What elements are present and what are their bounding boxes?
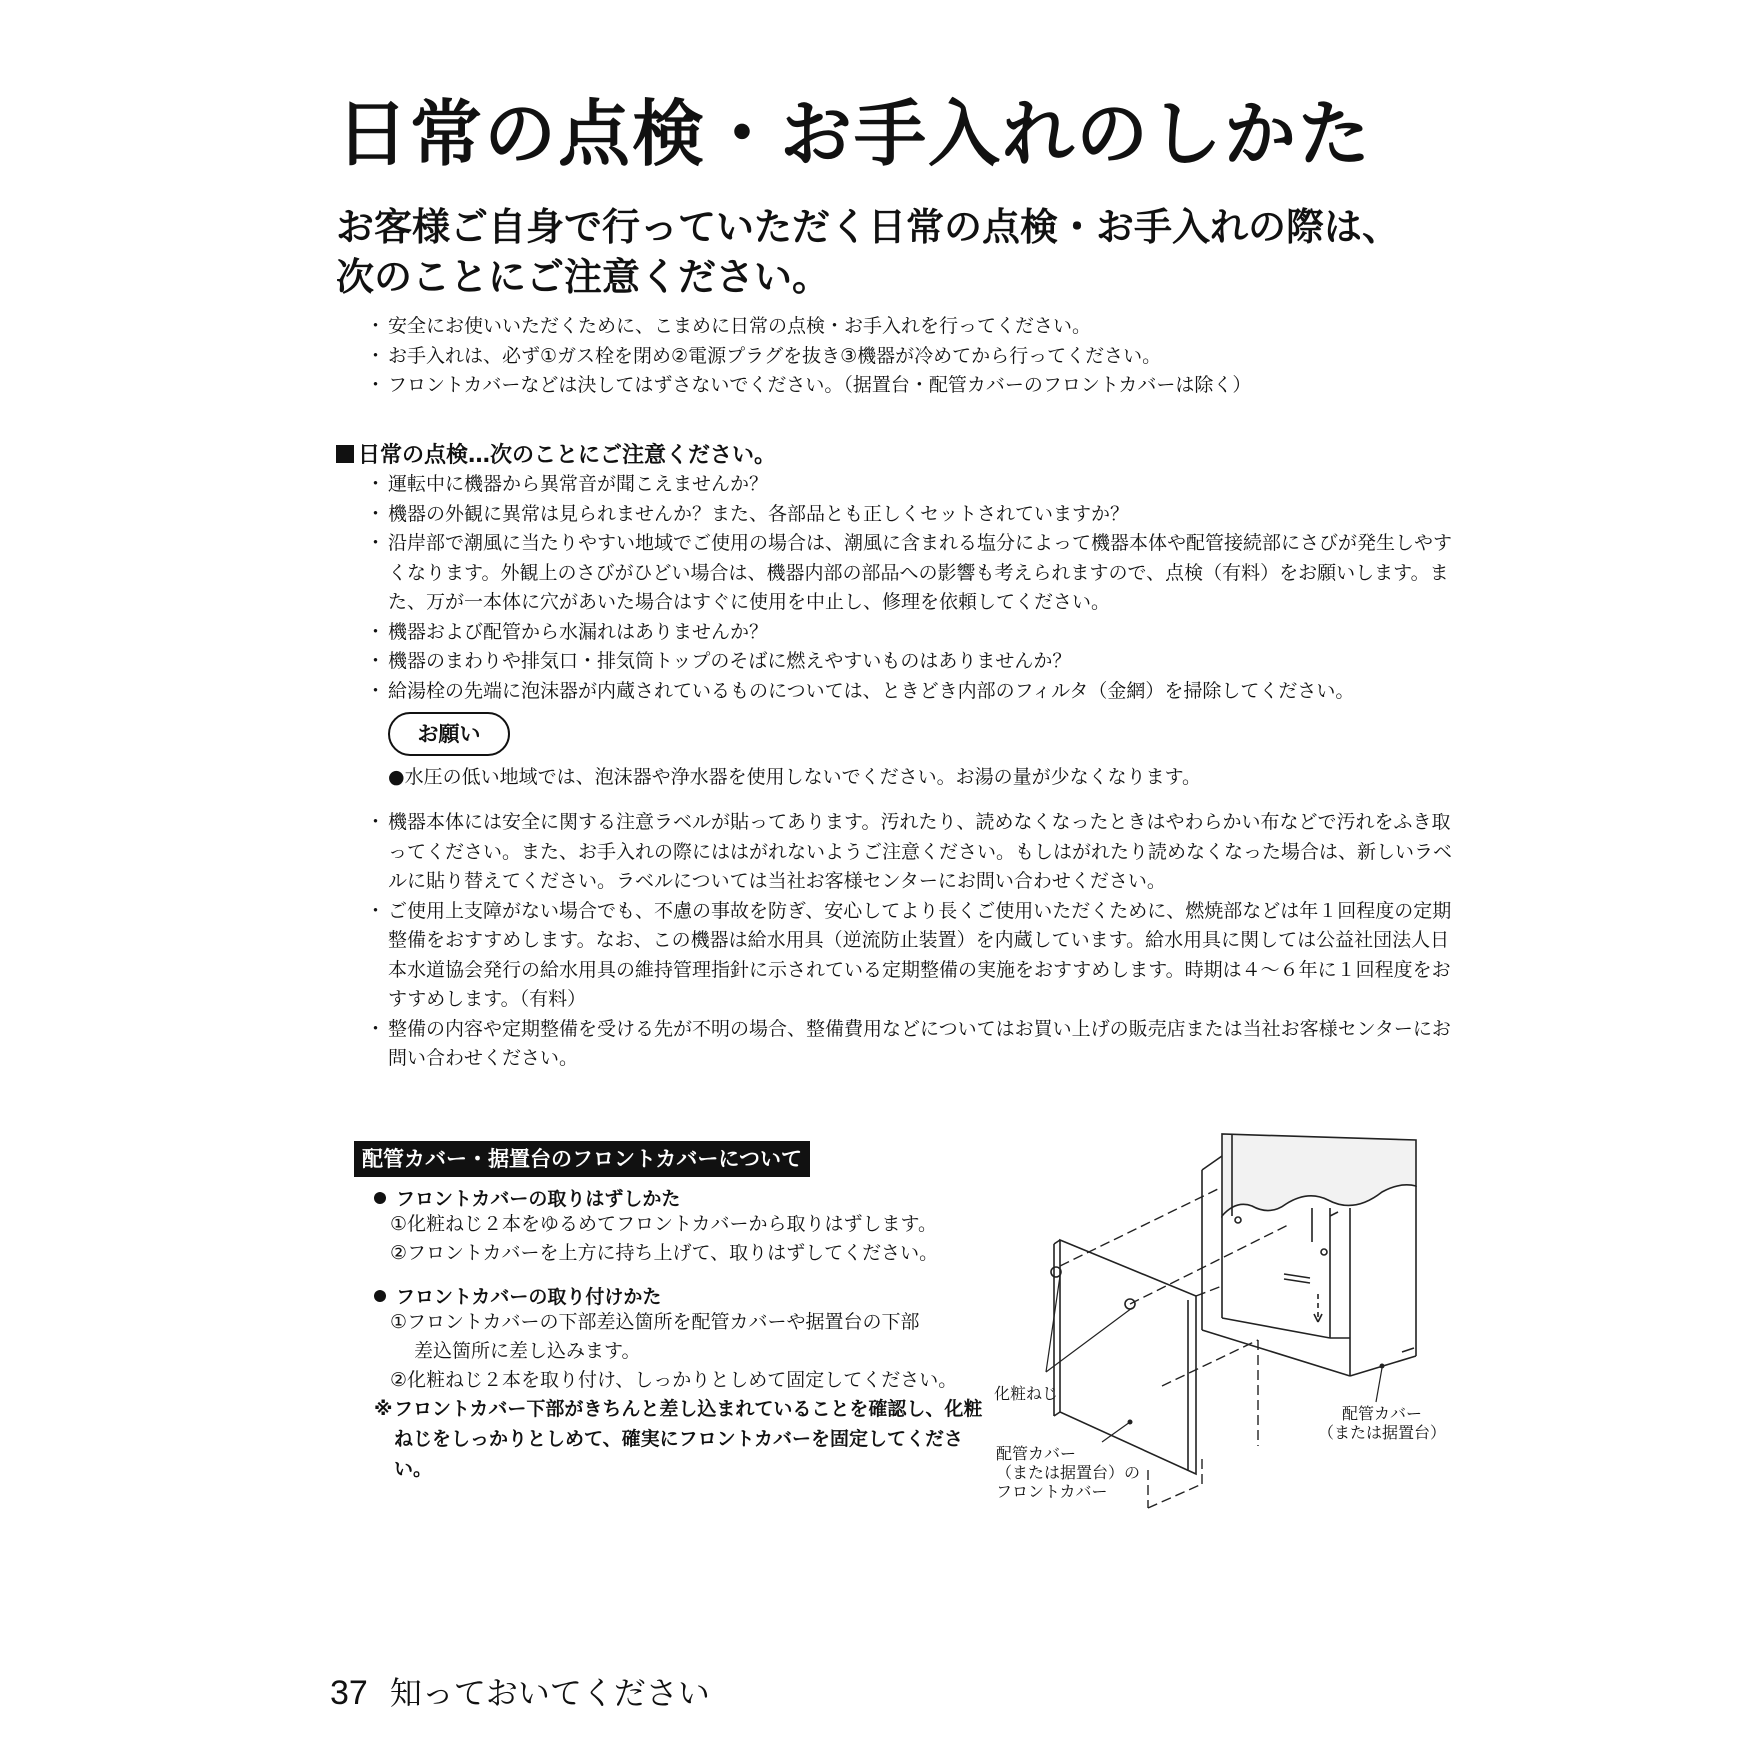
check-section-heading-text: 日常の点検…次のことにご注意ください。	[358, 443, 777, 468]
intro-bullet-list	[372, 312, 1452, 401]
screw-label: 化粧ねじ	[994, 1384, 1059, 1403]
onegai-note: ●水圧の低い地域では、泡沫器や浄水器を使用しないでください。お湯の量が少なくなります。	[388, 766, 1202, 788]
intro-bullet: ・ 安全にお使いいただくために、こまめに日常の点検・お手入れを行ってください。	[372, 312, 1452, 342]
check-bullet: ・ 機器および配管から水漏れはありませんか？	[372, 618, 1452, 648]
check-bullet-list	[372, 470, 1452, 706]
warning-mark: ※	[374, 1398, 393, 1420]
check-bullet: ・ ご使用上支障がない場合でも、不慮の事故を防ぎ、安心してより長くご使用いただくために、燃焼部などは年１回程度の定期整備をおすすめします。なお、この機器は給水用具（逆流防止装置）を内蔵しています。給水用具に関しては公益社団法人日本水道協会発行の給水用具の維持管理指針に示されている定期整備の実施をおすすめします。時期は４～６年に１回程度をおすすめします。（有料）	[372, 897, 1452, 1015]
remove-heading-text: フロントカバーの取りはずしかた	[396, 1188, 681, 1210]
page-footer	[330, 1668, 710, 1714]
remove-heading	[374, 1184, 680, 1211]
check-bullet: ・ 機器本体には安全に関する注意ラベルが貼ってあります。汚れたり、読めなくなったときはやわらかい布などで汚れをふき取ってください。また、お手入れの際にははがれないようご注意ください。もしはがれたり読めなくなった場合は、新しいラベルに貼り替えてください。ラベルについては当社お客様センターにお問い合わせください。	[372, 808, 1452, 897]
bullet-dot-icon	[374, 1192, 386, 1204]
attach-step-1-cont: 差込箇所に差し込みます。	[414, 1340, 641, 1362]
cover-section-heading: 配管カバー・据置台のフロントカバーについて	[354, 1141, 810, 1177]
page-number: 37	[330, 1674, 368, 1712]
attach-steps	[390, 1308, 957, 1395]
pipe-cover-dot	[1380, 1364, 1385, 1369]
check-bullet: ・ 機器の外観に異常は見られませんか？また、各部品とも正しくセットされていますか？	[372, 500, 1452, 530]
front-cover-label-line3: フロントカバー	[996, 1482, 1108, 1501]
check-bullet: ・ 機器のまわりや排気口・排気筒トップのそばに燃えやすいものはありませんか？	[372, 647, 1452, 677]
intro-bullet: ・ フロントカバーなどは決してはずさないでください。（据置台・配管カバーのフロントカバーは除く）	[372, 371, 1452, 401]
onegai-badge: お願い	[388, 712, 510, 756]
warning-note	[374, 1394, 984, 1484]
pipe-cover-label-line2: （または据置台）	[1317, 1423, 1446, 1442]
footer-section-title: 知っておいてください	[389, 1674, 710, 1712]
check-bullet: ・ 運転中に機器から異常音が聞こえませんか？	[372, 470, 1452, 500]
front-cover-label-line1: 配管カバー	[996, 1444, 1077, 1463]
check-bullet: ・ 整備の内容や定期整備を受ける先が不明の場合、整備費用などについてはお買い上げの販売店または当社お客様センターにお問い合わせください。	[372, 1015, 1452, 1074]
subtitle-line-2: 次のことにご注意ください。	[336, 255, 831, 299]
pipe-cover-label-line1: 配管カバー	[1341, 1404, 1422, 1423]
page-subtitle	[336, 202, 1456, 302]
remove-step: ①化粧ねじ２本をゆるめてフロントカバーから取りはずします。	[390, 1213, 937, 1235]
attach-heading-text: フロントカバーの取り付けかた	[396, 1286, 662, 1308]
check-bullet: ・ 給湯栓の先端に泡沫器が内蔵されているものについては、ときどき内部のフィルタ（金網）を掃除してください。	[372, 677, 1452, 707]
subtitle-line-1: お客様ご自身で行っていただく日常の点検・お手入れの際は、	[336, 205, 1401, 249]
page-title: 日常の点検・お手入れのしかた	[336, 92, 1373, 176]
pipe-cover-label	[1316, 1404, 1448, 1442]
bullet-dot-icon	[374, 1290, 386, 1302]
front-cover-label	[996, 1444, 1140, 1501]
remove-steps	[390, 1210, 938, 1268]
remove-step: ②フロントカバーを上方に持ち上げて、取りはずしてください。	[390, 1242, 939, 1264]
intro-bullet: ・ お手入れは、必ず①ガス栓を閉め②電源プラグを抜き③機器が冷めてから行ってください。	[372, 342, 1452, 372]
square-bullet-icon	[336, 445, 354, 463]
check-bullet: ・ 沿岸部で潮風に当たりやすい地域でご使用の場合は、潮風に含まれる塩分によって機器本体や配管接続部にさびが発生しやすくなります。外観上のさびがひどい場合は、機器内部の部品への影響も考えられますので、点検（有料）をお願いします。また、万が一本体に穴があいた場合はすぐに使用を中止し、修理を依頼してください。	[372, 529, 1452, 618]
attach-step-1: ①フロントカバーの下部差込箇所を配管カバーや据置台の下部	[390, 1311, 920, 1333]
front-cover-panel	[1051, 1240, 1196, 1474]
front-cover-label-line2: （または据置台）の	[996, 1463, 1141, 1482]
pipe-cover-body	[1202, 1134, 1416, 1376]
attach-heading	[374, 1282, 661, 1309]
check-section-heading	[336, 438, 776, 469]
attach-step-2: ②化粧ねじ２本を取り付け、しっかりとしめて固定してください。	[390, 1369, 958, 1391]
warning-text: フロントカバー下部がきちんと差し込まれていることを確認し、化粧ねじをしっかりとしめて、確実にフロントカバーを固定してください。	[394, 1398, 983, 1480]
front-cover-dot	[1128, 1420, 1133, 1425]
check-bullet-list-2	[372, 808, 1452, 1074]
